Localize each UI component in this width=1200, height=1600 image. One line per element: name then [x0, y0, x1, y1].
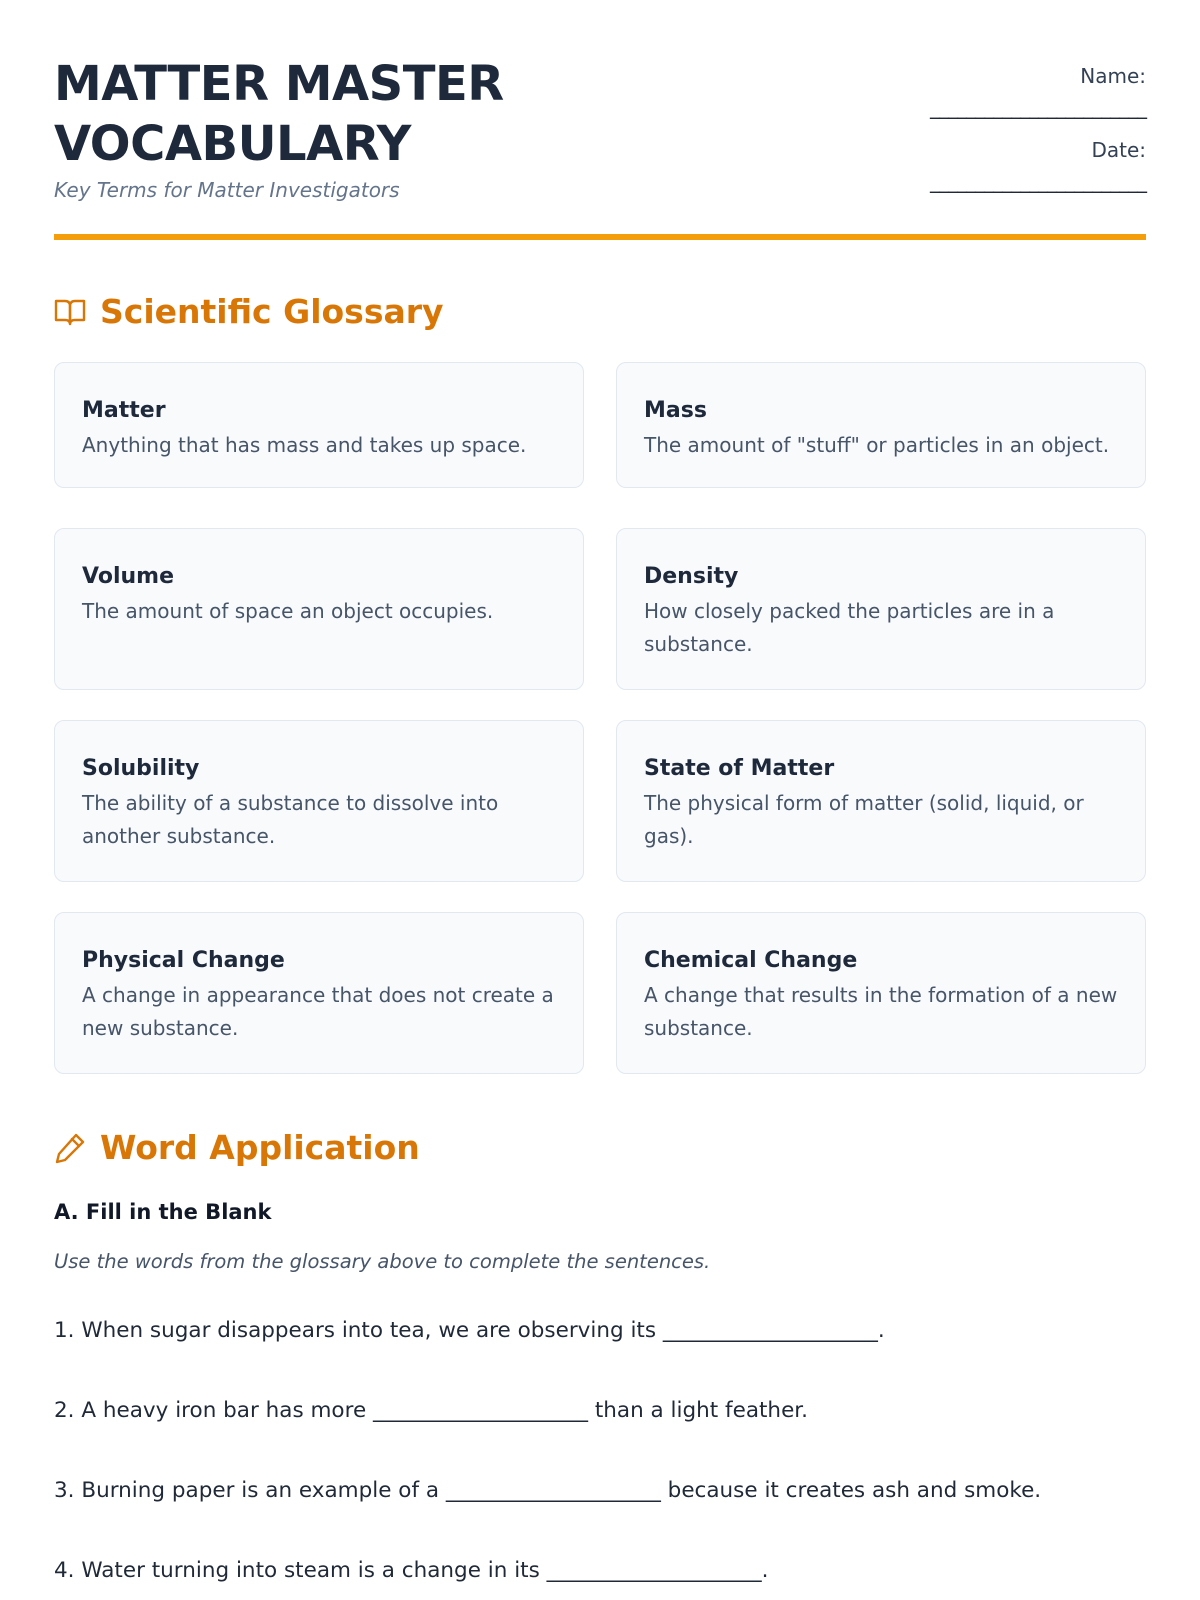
glossary-card-volume [54, 528, 584, 690]
term-definition: The amount of space an object occupies. [82, 599, 494, 623]
glossary-card-state-of-matter [616, 720, 1146, 882]
glossary-card-chemical-change [616, 912, 1146, 1074]
term-name: State of Matter [644, 756, 835, 781]
question-3[interactable]: 3. Burning paper is an example of a ____________________ because it creates ash and smoke. [54, 1478, 1042, 1503]
page-title [54, 54, 574, 174]
part-a-title: A. Fill in the Blank [54, 1200, 272, 1224]
name-date-block [876, 60, 1146, 208]
term-definition: How closely packed the particles are in a substance. [644, 599, 1055, 656]
open-book-icon [54, 297, 86, 327]
title-line-2: VOCABULARY [54, 116, 411, 172]
term-name: Density [644, 564, 739, 589]
term-name: Volume [82, 564, 174, 589]
term-name: Solubility [82, 756, 200, 781]
term-name: Matter [82, 398, 166, 423]
name-field[interactable]: ________________________ [930, 95, 1146, 119]
question-1[interactable]: 1. When sugar disappears into tea, we are observing its ____________________. [54, 1318, 885, 1343]
pencil-icon [54, 1132, 86, 1164]
name-label: Name: [1080, 64, 1146, 88]
date-field[interactable]: ________________________ [930, 169, 1146, 193]
term-name: Mass [644, 398, 707, 423]
term-name: Physical Change [82, 948, 285, 973]
glossary-card-physical-change [54, 912, 584, 1074]
part-a-instructions: Use the words from the glossary above to complete the sentences. [54, 1250, 711, 1273]
date-label: Date: [1091, 138, 1146, 162]
term-definition: The ability of a substance to dissolve into another substance. [82, 791, 499, 848]
application-heading-text: Word Application [100, 1128, 420, 1167]
glossary-card-density [616, 528, 1146, 690]
glossary-card-solubility [54, 720, 584, 882]
glossary-card-matter [54, 362, 584, 488]
header-divider [54, 234, 1146, 240]
term-definition: A change that results in the formation of a new substance. [644, 983, 1118, 1040]
term-definition: A change in appearance that does not create a new substance. [82, 983, 554, 1040]
worksheet-header [54, 0, 1146, 244]
question-2[interactable]: 2. A heavy iron bar has more ____________________ than a light feather. [54, 1398, 808, 1423]
page-subtitle: Key Terms for Matter Investigators [54, 178, 400, 202]
term-definition: Anything that has mass and takes up space. [82, 433, 527, 457]
question-4[interactable]: 4. Water turning into steam is a change in its ____________________. [54, 1558, 769, 1583]
title-line-1: MATTER MASTER [54, 56, 504, 112]
term-name: Chemical Change [644, 948, 858, 973]
glossary-heading [54, 292, 444, 331]
term-definition: The physical form of matter (solid, liquid, or gas). [644, 791, 1084, 848]
worksheet-page [54, 0, 1146, 1583]
glossary-heading-text: Scientific Glossary [100, 292, 444, 331]
application-heading [54, 1128, 420, 1167]
glossary-card-mass [616, 362, 1146, 488]
term-definition: The amount of "stuff" or particles in an object. [644, 433, 1110, 457]
